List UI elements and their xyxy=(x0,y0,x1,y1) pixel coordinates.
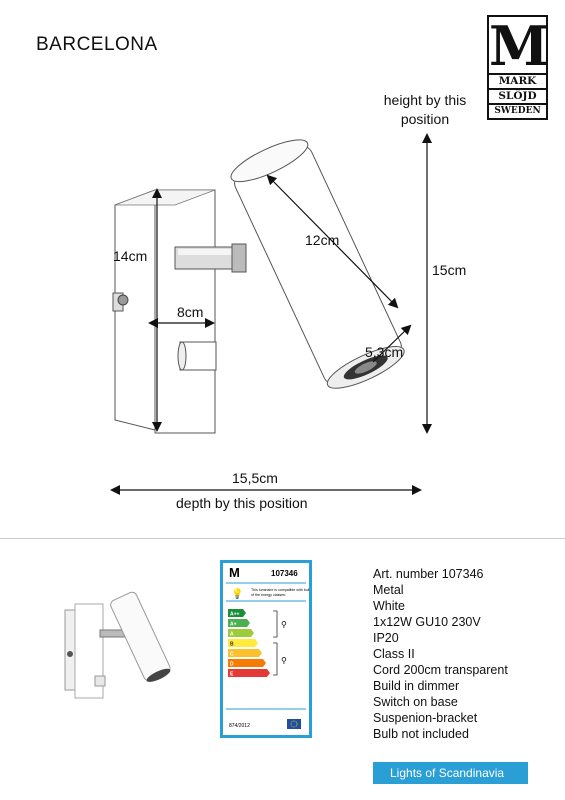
spec-item: Switch on base xyxy=(373,695,458,709)
svg-text:A++: A++ xyxy=(230,611,240,618)
spec-item: Cord 200cm transparent xyxy=(373,663,508,677)
spec-item: 1x12W GU10 230V xyxy=(373,615,481,629)
lamp-arm xyxy=(175,244,246,272)
brand-footer-banner: Lights of Scandinavia xyxy=(373,762,528,784)
diameter-label: 5,3cm xyxy=(365,344,404,360)
depth-short-label: 8cm xyxy=(177,304,204,320)
svg-text:A+: A+ xyxy=(230,621,237,628)
energy-label-graphic xyxy=(223,563,309,735)
logo-letter: M xyxy=(489,14,549,78)
spec-item: Bulb not included xyxy=(373,727,469,741)
bulb-compat-icon: ⚲ xyxy=(281,620,287,629)
spec-item: Class II xyxy=(373,647,415,661)
spec-list xyxy=(373,566,508,742)
product-thumbnail xyxy=(50,580,180,710)
height-total-label: 15cm xyxy=(432,262,467,278)
energy-compat-text: This luminaire is compatible with bulbs xyxy=(251,588,309,592)
lamp-icon: 💡 xyxy=(231,589,244,600)
spec-item: White xyxy=(373,599,405,613)
plate-height-label: 14cm xyxy=(113,248,148,264)
spec-item: Build in dimmer xyxy=(373,679,460,693)
logo-line-2: SLÖJD xyxy=(489,88,546,103)
height-note xyxy=(360,92,490,127)
eu-flag-icon xyxy=(287,719,301,729)
svg-text:B: B xyxy=(230,641,234,648)
dimmer-switch xyxy=(178,342,216,370)
depth-note: depth by this position xyxy=(176,495,308,511)
logo-line-3: SWEDEN xyxy=(489,103,546,117)
svg-text:D: D xyxy=(230,661,234,668)
product-title: BARCELONA xyxy=(36,34,158,55)
logo-line-1: MARK xyxy=(489,73,546,88)
energy-label-logo: M xyxy=(229,565,240,580)
height-note-line-2: position xyxy=(400,111,450,127)
spec-item: IP20 xyxy=(373,631,399,645)
length-label: 12cm xyxy=(305,232,340,248)
energy-regulation: 874/2012 xyxy=(229,723,250,729)
svg-text:C: C xyxy=(230,651,234,658)
height-note-line-1: height by this xyxy=(383,92,467,108)
energy-class-bars xyxy=(228,609,270,678)
svg-text:E: E xyxy=(230,671,234,678)
svg-text:of the energy classes:: of the energy classes: xyxy=(251,593,286,597)
section-divider xyxy=(0,538,565,539)
energy-label xyxy=(220,560,312,738)
energy-label-article: 107346 xyxy=(271,569,298,578)
bulb-compat-icon-2: ⚲ xyxy=(281,656,287,665)
spec-item: Art. number 107346 xyxy=(373,567,484,581)
spec-item: Metal xyxy=(373,583,404,597)
depth-total-label: 15,5cm xyxy=(232,470,278,486)
svg-text:A: A xyxy=(230,631,234,638)
spec-item: Suspenion-bracket xyxy=(373,711,478,725)
